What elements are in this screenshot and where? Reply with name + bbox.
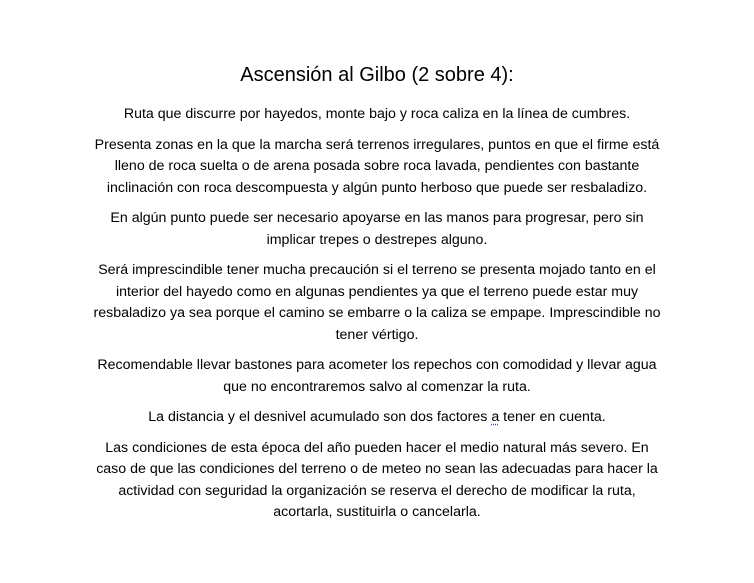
distance-text-before: La distancia y el desnivel acumulado son dos factores: [148, 409, 492, 425]
paragraph-hands: En algún punto puede ser necesario apoyarse en las manos para progresar, pero sin implicar trepes o destrepes alguno.: [110, 210, 644, 248]
paragraph-terrain: Presenta zonas en la que la marcha será terrenos irregulares, puntos en que el firme está lleno de roca suelta o de arena posada sobre roca lavada, pendientes con bastante inclinación con roca descompuesta y algún punto herboso que puede ser resbaladizo.: [94, 136, 660, 196]
paragraph-route-description: Ruta que discurre por hayedos, monte bajo y roca caliza en la línea de cumbres.: [123, 106, 631, 122]
grammar-flagged-word: a: [491, 409, 500, 425]
document-body: [92, 62, 662, 533]
paragraph-precaution: Será imprescindible tener mucha precaución si el terreno se presenta mojado tanto en el interior del hayedo como en algunas pendientes ya que el terreno puede estar muy resbaladizo ya sea porque el camino se embarre o la caliza se empape. Imprescindible no tener vértigo.: [93, 262, 661, 343]
paragraph-recommendation: Recomendable llevar bastones para acometer los repechos con comodidad y llevar agua que no encontraremos salvo al comenzar la ruta.: [97, 357, 657, 395]
distance-text-after: tener en cuenta.: [499, 409, 606, 425]
paragraph-conditions: Las condiciones de esta época del año pueden hacer el medio natural más severo. En caso de que las condiciones del terreno o de meteo no sean las adecuadas para hacer la actividad con seguridad la organización se reserva el derecho de modificar la ruta, acortarla, sustituirla o cancelarla.: [96, 439, 658, 520]
paragraph-distance: [92, 407, 662, 429]
document-title: Ascensión al Gilbo (2 sobre 4):: [240, 64, 514, 86]
